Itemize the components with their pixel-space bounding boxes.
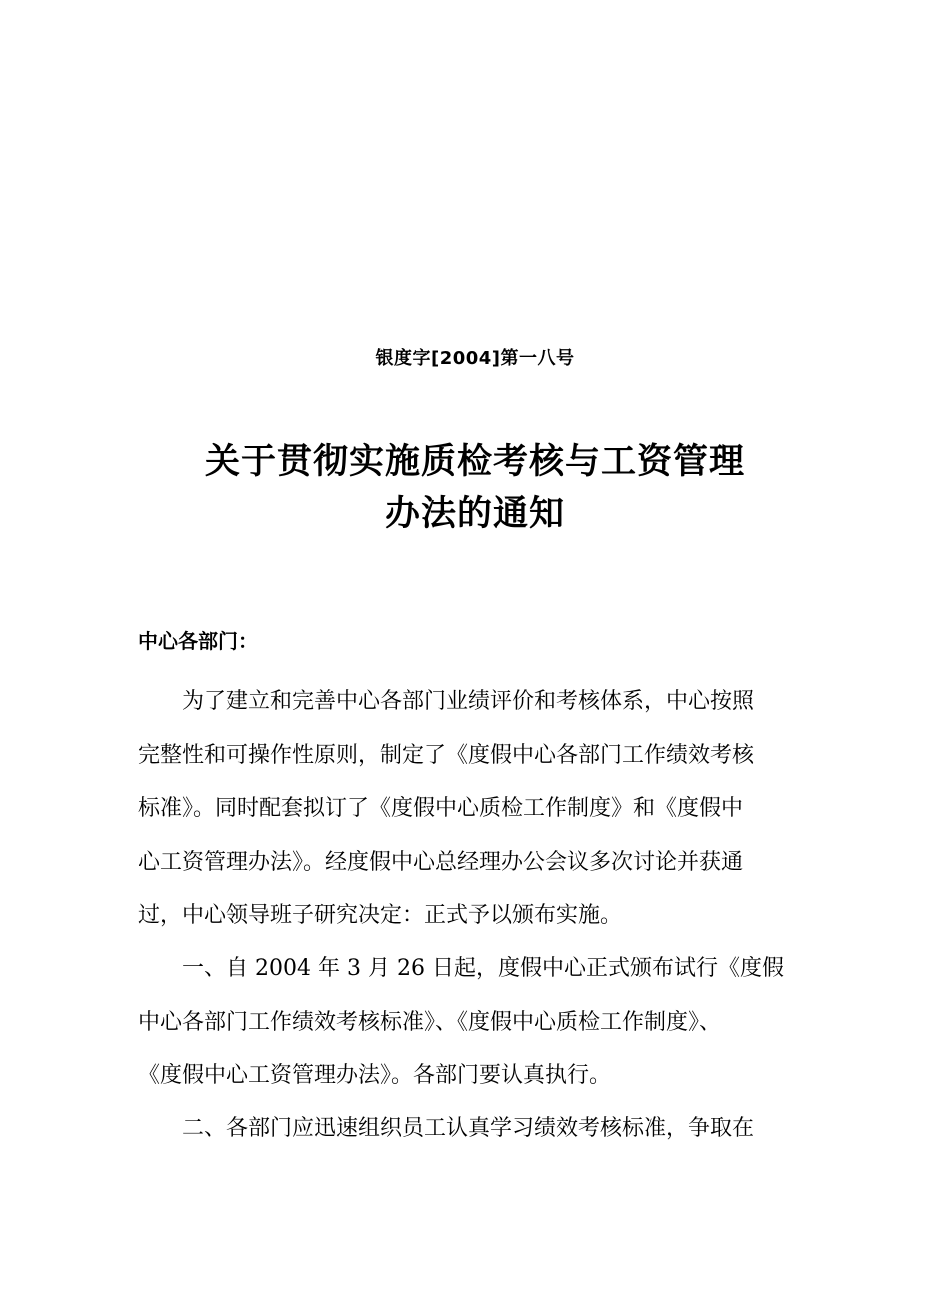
- salutation: 中心各部门：: [138, 629, 258, 653]
- document-number: 银度字[2004]第一八号: [375, 348, 575, 369]
- paragraph-line: 完整性和可操作性原则，制定了《度假中心各部门工作绩效考核: [138, 742, 755, 768]
- paragraph-line: 中心各部门工作绩效考核标准》、《度假中心质检工作制度》、: [138, 1009, 722, 1035]
- paragraph-line: 心工资管理办法》。经度假中心总经理办公会议多次讨论并获通: [138, 849, 744, 875]
- title-line: 关于贯彻实施质检考核与工资管理: [204, 442, 745, 482]
- document-title: [0, 436, 950, 540]
- paragraph-line: 为了建立和完善中心各部门业绩评价和考核体系，中心按照: [138, 689, 755, 714]
- title-line: 办法的通知: [384, 494, 565, 534]
- paragraph-line: 过，中心领导班子研究决定：正式予以颁布实施。: [138, 903, 623, 928]
- paragraph-line: 一、自 2004 年 3 月 26 日起，度假中心正式颁布试行《度假: [138, 956, 784, 981]
- paragraph-line: 标准》。同时配套拟订了《度假中心质检工作制度》和《度假中: [138, 796, 744, 821]
- paragraph-intro: [138, 675, 814, 943]
- paragraph-line: 二、各部门应迅速组织员工认真学习绩效考核标准，争取在: [138, 1116, 755, 1141]
- paragraph-item-two: [138, 1102, 814, 1156]
- paragraph-line: 《度假中心工资管理办法》。各部门要认真执行。: [138, 1063, 612, 1088]
- paragraph-item-one: [138, 942, 814, 1103]
